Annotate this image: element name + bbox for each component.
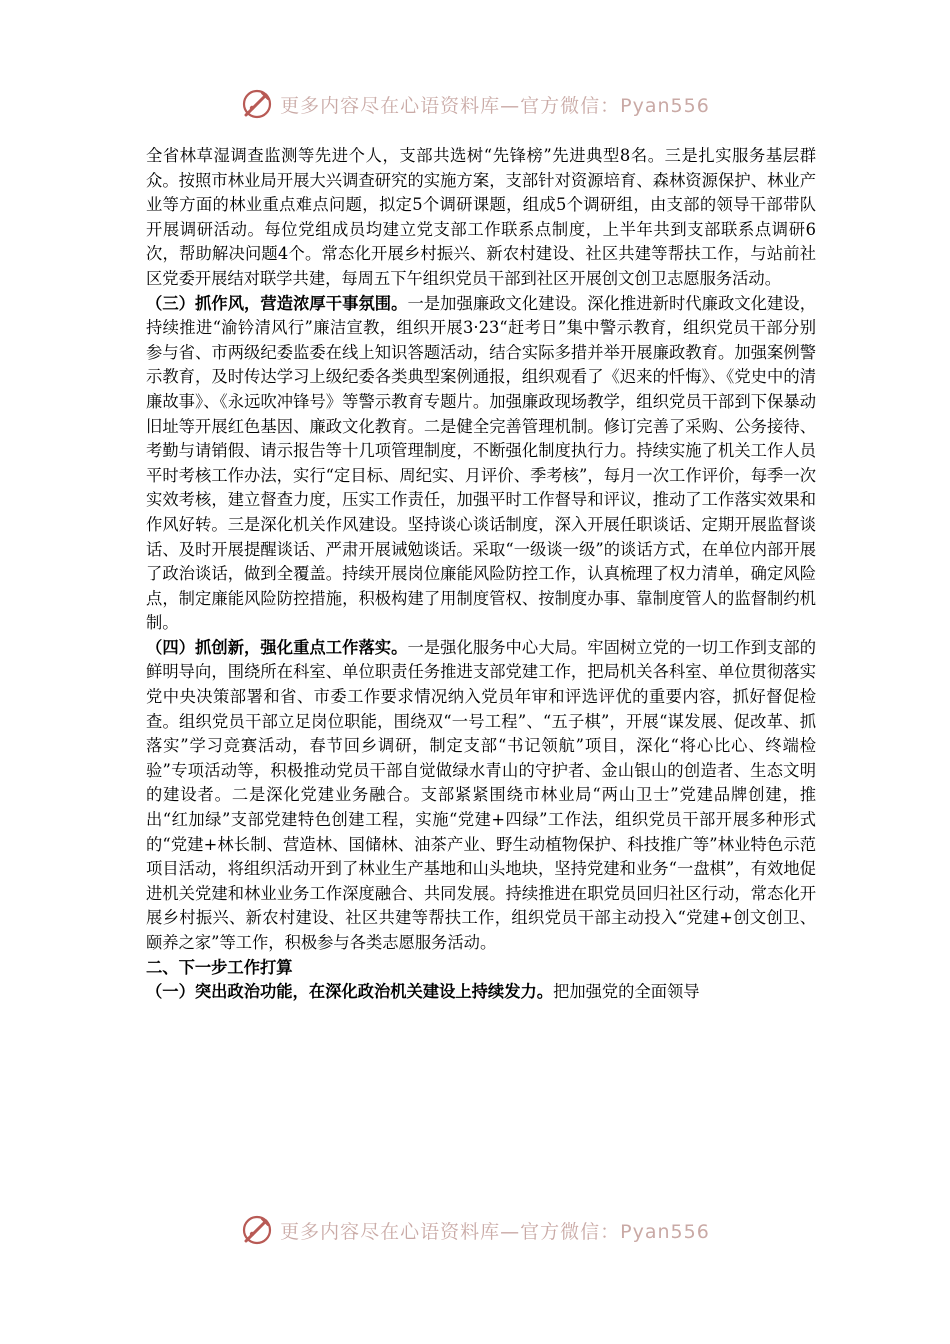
watermark-footer bbox=[0, 1210, 950, 1250]
paragraph-2-body: 一是加强廉政文化建设。深化推进新时代廉政文化建设，持续推进“渝钤清风行”廉洁宣教，组织开展3·23“赶考日”集中警示教育，组织党员干部分别参与省、市两级纪委监委在线上知识答题活动，结合实际多措并举开展廉政教育。加强案例警示教育，及时传达学习上级纪委各类典型案例通报，组织观看了《迟来的忏悔》、《党史中的清廉故事》、《永远吹冲锋号》等警示教育专题片。加强廉政现场教学，组织党员干部到下保暴动旧址等开展红色基因、廉政文化教育。二是健全完善管理机制。修订完善了采购、公务接待、考勤与请销假、请示报告等十几项管理制度，不断强化制度执行力。持续实施了机关工作人员平时考核工作办法，实行“定目标、周纪实、月评价、季考核”，每月一次工作评价，每季一次实效考核，建立督查力度，压实工作责任，加强平时工作督导和评议，推动了工作落实效果和作风好转。三是深化机关作风建设。坚持谈心谈话制度，深入开展任职谈话、定期开展监督谈话、及时开展提醒谈话、严肃开展诫勉谈话。采取“一级谈一级”的谈话方式，在单位内部开展了政治谈话，做到全覆盖。持续开展岗位廉能风险防控工作，认真梳理了权力清单，确定风险点，制定廉能风险防控措施，积极构建了用制度管权、按制度办事、靠制度管人的监督制约机制。 bbox=[146, 293, 816, 633]
section-heading-2: 二、下一步工作打算 bbox=[146, 957, 293, 977]
paragraph-3-body: 一是强化服务中心大局。牢固树立党的一切工作到支部的鲜明导向，围绕所在科室、单位职责任务推进支部党建工作，把局机关各科室、单位贯彻落实党中央决策部署和省、市委工作要求情况纳入党员年审和评选评优的重要内容，抓好督促检查。组织党员干部立足岗位职能，围绕双“一号工程”、“五子棋”，开展“谋发展、促改革、抓落实”学习竞赛活动，春节回乡调研，制定支部“书记领航”项目，深化“将心比心、终端检验”专项活动等，积极推动党员干部自觉做绿水青山的守护者、金山银山的创造者、生态文明的建设者。二是深化党建业务融合。支部紧紧围绕市林业局“两山卫士”党建品牌创建，推出“红加绿”支部党建特色创建工程，实施“党建+四绿”工作法，组织党员干部开展多种形式的“党建+林长制、营造林、国储林、油茶产业、野生动植物保护、科技推广等”林业特色示范项目活动，将组织活动开到了林业生产基地和山头地块，坚持党建和业务“一盘棋”，有效地促进机关党建和林业业务工作深度融合、共同发展。持续推进在职党员回归社区行动，常态化开展乡村振兴、新农村建设、社区共建等帮扶工作，组织党员干部主动投入“党建+创文创卫、颐养之家”等工作，积极参与各类志愿服务活动。 bbox=[146, 637, 816, 952]
paragraph-4-heading: （一）突出政治功能，在深化政治机关建设上持续发力。 bbox=[146, 982, 554, 1002]
paragraph-4-body: 把加强党的全面领导 bbox=[553, 982, 700, 1002]
paragraph-1: 全省林草湿调查监测等先进个人，支部共选树“先锋榜”先进典型8名。三是扎实服务基层群众。按照市林业局开展大兴调查研究的实施方案，支部针对资源培育、森林资源保护、林业产业等方面的林业重点难点问题，拟定5个调研课题，组成5个调研组，由支部的领导干部带队开展调研活动。每位党组成员均建立党支部工作联系点制度，上半年共到支部联系点调研6次，帮助解决问题4个。常态化开展乡村振兴、新农村建设、社区共建等帮扶工作，与站前社区党委开展结对联学共建，每周五下午组织党员干部到社区开展创文创卫志愿服务活动。 bbox=[146, 146, 816, 288]
paragraph-3-heading: （四）抓创新，强化重点工作落实。 bbox=[146, 637, 408, 657]
watermark-text: 更多内容尽在心语资料库—官方微信：Pyan556 bbox=[280, 94, 710, 117]
paragraph-3 bbox=[146, 636, 816, 956]
paragraph-2-heading: （三）抓作风，营造浓厚干事氛围。 bbox=[146, 293, 408, 313]
watermark-text: 更多内容尽在心语资料库—官方微信：Pyan556 bbox=[280, 1220, 710, 1243]
paragraph-4 bbox=[146, 980, 816, 1005]
document-body bbox=[146, 144, 816, 1005]
watermark-header bbox=[0, 84, 950, 124]
paragraph-2 bbox=[146, 292, 816, 636]
pen-circle-logo-icon bbox=[240, 1213, 274, 1247]
pen-circle-logo-icon bbox=[240, 87, 274, 121]
